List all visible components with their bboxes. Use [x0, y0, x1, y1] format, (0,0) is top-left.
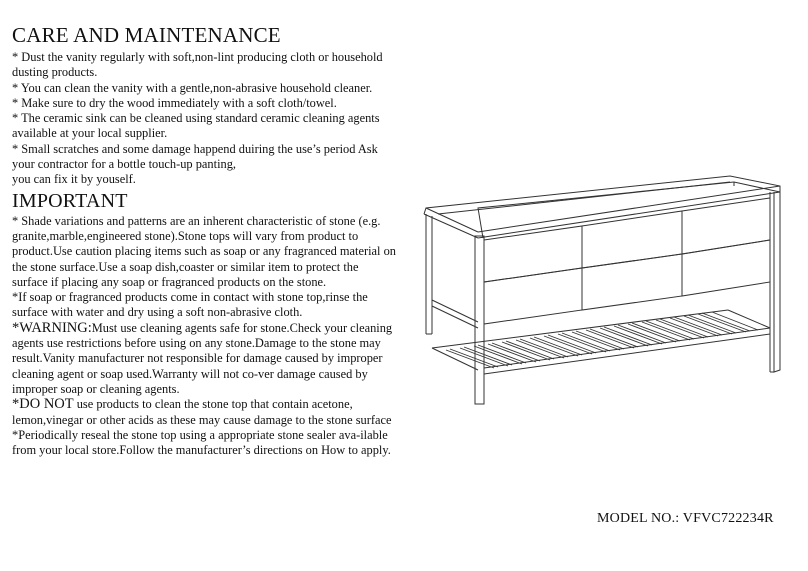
- reseal-paragraph: *Periodically reseal the stone top using a appropriate stone sealer ava-ilable from your local store.Follow the manufacturer’s directions on How to apply.: [12, 427, 391, 458]
- care-item: you can fix it by youself.: [12, 172, 136, 187]
- donot-label: *DO NOT: [12, 396, 74, 413]
- care-item: * Small scratches and some damage happend duiring the use’s period Ask your contractor for a bottle touch-up panting,: [12, 141, 378, 172]
- donot-text: use products to clean the stone top that contain acetone, lemon,vinegar or other acids as these may cause damage to the stone surface: [12, 397, 392, 427]
- model-number: MODEL NO.: VFVC722234R: [597, 511, 774, 526]
- care-item: * The ceramic sink can be cleaned using standard ceramic cleaning agents available at your local supplier.: [12, 111, 380, 141]
- vanity-top-frame: [424, 176, 780, 238]
- drawers: [484, 198, 770, 324]
- front-left-leg: [475, 236, 484, 404]
- donot-paragraph: [12, 397, 397, 428]
- warning-text: Must use cleaning agents safe for stone.Check your cleaning agents use restrictions before using on any stone.Damage to the stone may result.Vanity manufacturer not responsible for damage caused by improper cleaning agent or soap used.Warranty will not co-ver damage caused by improper soap or cleaning agents.: [12, 320, 393, 396]
- front-right-leg: [770, 192, 780, 372]
- care-title: CARE AND MAINTENANCE: [12, 23, 281, 47]
- care-item: * Make sure to dry the wood immediately with a soft cloth/towel.: [12, 95, 337, 110]
- warning-paragraph: [12, 321, 397, 397]
- warning-label: *WARNING:: [12, 319, 92, 336]
- text-column: [12, 22, 397, 458]
- care-item: * Dust the vanity regularly with soft,non-lint producing cloth or household dusting products.: [12, 50, 383, 80]
- important-title: IMPORTANT: [12, 189, 128, 212]
- care-item: * You can clean the vanity with a gentle,non-abrasive household cleaner.: [12, 80, 373, 95]
- left-legs: [426, 214, 478, 334]
- vanity-illustration: [418, 168, 788, 408]
- important-item: *If soap or fragranced products come in contact with stone top,rinse the surface with water and dry using a soft non-abrasive cloth.: [12, 290, 368, 320]
- important-item: * Shade variations and patterns are an inherent characteristic of stone (e.g. granite,marble,engineered stone).Stone tops will vary from product to product.Use caution placing items such as soap or any fragranced material on the stone surface.Use a soap dish,coaster or similar item to protect the surface if placing any soap or fragranced products on the stone.: [12, 213, 396, 289]
